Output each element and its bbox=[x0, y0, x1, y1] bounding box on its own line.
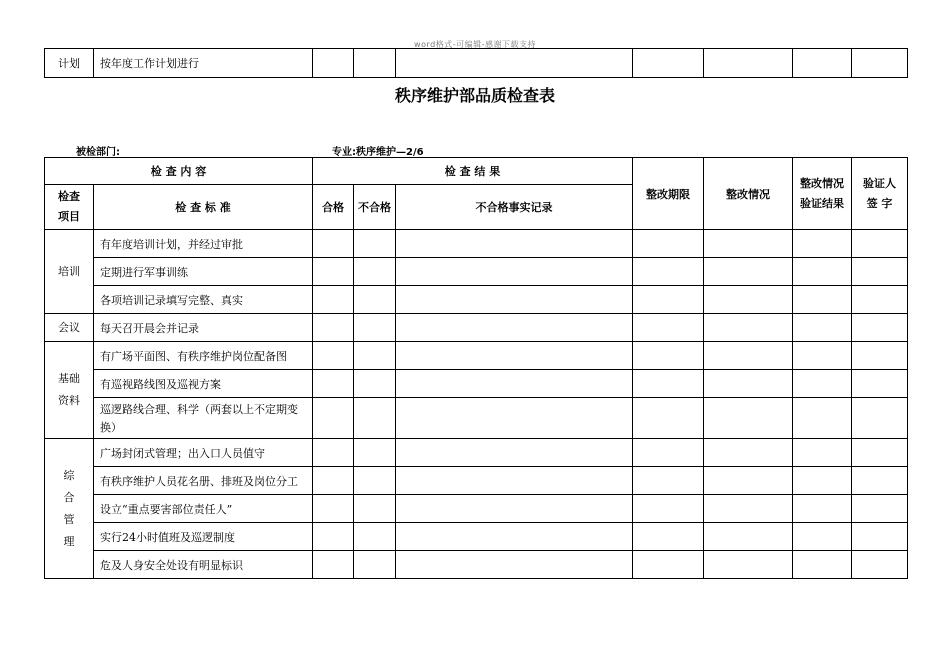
verification-result-cell[interactable] bbox=[793, 467, 852, 495]
verifier-sign-cell[interactable] bbox=[852, 286, 908, 314]
rectify-status-cell[interactable] bbox=[704, 439, 793, 467]
category-line: 基础 bbox=[58, 372, 80, 385]
criterion-cell: 危及人身安全处设有明显标识 bbox=[94, 551, 313, 579]
pass-cell[interactable] bbox=[313, 370, 354, 398]
fail-cell[interactable] bbox=[354, 230, 396, 258]
rectify-status-cell[interactable] bbox=[704, 258, 793, 286]
fail-cell[interactable] bbox=[354, 467, 396, 495]
verifier-sign-cell[interactable] bbox=[852, 342, 908, 370]
header-verifier-line1: 验证人 bbox=[863, 176, 897, 190]
rectify-status-cell[interactable] bbox=[704, 467, 793, 495]
header-item-line2: 项目 bbox=[58, 210, 80, 223]
category-cell bbox=[45, 314, 94, 342]
criterion-cell: 有年度培训计划，并经过审批 bbox=[94, 230, 313, 258]
rectify-status-cell[interactable] bbox=[704, 495, 793, 523]
rectify-deadline-cell[interactable] bbox=[633, 49, 704, 78]
page-title: 秩序维护部品质检查表 bbox=[394, 86, 555, 105]
pass-cell[interactable] bbox=[313, 286, 354, 314]
verification-result-cell[interactable] bbox=[793, 523, 852, 551]
department-label: 被检部门: bbox=[76, 147, 120, 158]
table-row bbox=[45, 258, 908, 286]
verification-result-cell[interactable] bbox=[793, 258, 852, 286]
criterion-cell: 每天召开晨会并记录 bbox=[94, 314, 313, 342]
pass-cell[interactable] bbox=[313, 49, 354, 78]
rectify-status-cell[interactable] bbox=[704, 551, 793, 579]
verifier-sign-cell[interactable] bbox=[852, 230, 908, 258]
criterion-cell: 按年度工作计划进行 bbox=[94, 49, 313, 78]
table-row bbox=[45, 495, 908, 523]
header-verifier bbox=[852, 158, 908, 230]
category-cell bbox=[45, 230, 94, 314]
verification-result-cell[interactable] bbox=[793, 342, 852, 370]
verification-result-cell[interactable] bbox=[793, 230, 852, 258]
fail-cell[interactable] bbox=[354, 49, 396, 78]
criterion-cell: 定期进行军事训练 bbox=[94, 258, 313, 286]
criterion-cell: 广场封闭式管理；出入口人员值守 bbox=[94, 439, 313, 467]
header-verification-result-line1: 整改情况 bbox=[800, 176, 845, 190]
header-item bbox=[45, 185, 94, 230]
pass-cell[interactable] bbox=[313, 314, 354, 342]
header-fail-record: 不合格事实记录 bbox=[396, 185, 633, 230]
header-fail: 不合格 bbox=[354, 185, 396, 230]
criterion-cell: 有巡视路线图及巡视方案 bbox=[94, 370, 313, 398]
pass-cell[interactable] bbox=[313, 342, 354, 370]
inspection-body bbox=[45, 230, 908, 579]
criterion-cell: 实行24小时值班及巡逻制度 bbox=[94, 523, 313, 551]
fail-cell[interactable] bbox=[354, 495, 396, 523]
pass-cell[interactable] bbox=[313, 523, 354, 551]
category-line: 培训 bbox=[58, 264, 80, 278]
header-pass: 合格 bbox=[313, 185, 354, 230]
fail-cell[interactable] bbox=[354, 314, 396, 342]
header-standard: 检 查 标 准 bbox=[94, 185, 313, 230]
rectify-deadline-cell[interactable] bbox=[633, 523, 704, 551]
fail-cell[interactable] bbox=[354, 370, 396, 398]
verifier-sign-cell[interactable] bbox=[852, 495, 908, 523]
rectify-deadline-cell[interactable] bbox=[633, 439, 704, 467]
pass-cell[interactable] bbox=[313, 398, 354, 439]
fail-record-cell[interactable] bbox=[396, 523, 633, 551]
table-row bbox=[45, 286, 908, 314]
fail-record-cell[interactable] bbox=[396, 467, 633, 495]
rectify-status-cell[interactable] bbox=[704, 342, 793, 370]
rectify-status-cell[interactable] bbox=[704, 523, 793, 551]
table-row bbox=[45, 439, 908, 467]
fail-record-cell[interactable] bbox=[396, 551, 633, 579]
fail-cell[interactable] bbox=[354, 439, 396, 467]
verifier-sign-cell[interactable] bbox=[852, 523, 908, 551]
category-cell: 计划 bbox=[45, 49, 94, 78]
table-row bbox=[45, 523, 908, 551]
verifier-sign-cell[interactable] bbox=[852, 551, 908, 579]
fail-record-cell[interactable] bbox=[396, 439, 633, 467]
rectify-status-cell[interactable] bbox=[704, 286, 793, 314]
verifier-sign-cell[interactable] bbox=[852, 467, 908, 495]
fail-record-cell[interactable] bbox=[396, 370, 633, 398]
verification-result-cell[interactable] bbox=[793, 49, 852, 78]
rectify-status-cell[interactable] bbox=[704, 398, 793, 439]
pass-cell[interactable] bbox=[313, 495, 354, 523]
verification-result-cell[interactable] bbox=[793, 495, 852, 523]
fail-cell[interactable] bbox=[354, 398, 396, 439]
verification-result-cell[interactable] bbox=[793, 314, 852, 342]
fail-record-cell[interactable] bbox=[396, 398, 633, 439]
previous-page-table bbox=[44, 48, 908, 78]
rectify-status-cell[interactable] bbox=[704, 49, 793, 78]
fail-record-cell[interactable] bbox=[396, 258, 633, 286]
rectify-status-cell[interactable] bbox=[704, 314, 793, 342]
rectify-deadline-cell[interactable] bbox=[633, 495, 704, 523]
fail-record-cell[interactable] bbox=[396, 49, 633, 78]
header-verification-result bbox=[793, 158, 852, 230]
header-inspection-result: 检 查 结 果 bbox=[313, 158, 633, 185]
pass-cell[interactable] bbox=[313, 439, 354, 467]
specialty-label: 专业:秩序维护—2/6 bbox=[332, 147, 424, 158]
fail-cell[interactable] bbox=[354, 523, 396, 551]
rectify-deadline-cell[interactable] bbox=[633, 551, 704, 579]
verification-result-cell[interactable] bbox=[793, 439, 852, 467]
category-line: 理 bbox=[63, 534, 75, 548]
table-row bbox=[45, 398, 908, 439]
document-watermark: word格式-可编辑-感谢下载支持 bbox=[414, 40, 536, 49]
inspection-table bbox=[44, 157, 908, 579]
rectify-status-cell[interactable] bbox=[704, 230, 793, 258]
category-line: 管 bbox=[63, 512, 75, 526]
category-line: 会议 bbox=[58, 320, 80, 334]
rectify-deadline-cell[interactable] bbox=[633, 467, 704, 495]
category-line: 综 bbox=[63, 468, 75, 482]
header-row-1 bbox=[45, 158, 908, 185]
criterion-cell: 各项培训记录填写完整、真实 bbox=[94, 286, 313, 314]
fail-cell[interactable] bbox=[354, 342, 396, 370]
criterion-cell: 巡逻路线合理、科学（两套以上不定期变换） bbox=[94, 398, 313, 439]
rectify-status-cell[interactable] bbox=[704, 370, 793, 398]
verifier-sign-cell[interactable] bbox=[852, 439, 908, 467]
fail-record-cell[interactable] bbox=[396, 314, 633, 342]
verification-result-cell[interactable] bbox=[793, 286, 852, 314]
verification-result-cell[interactable] bbox=[793, 370, 852, 398]
header-verifier-line2: 签 字 bbox=[866, 196, 893, 210]
header-rectify-deadline: 整改期限 bbox=[633, 158, 704, 230]
rectify-deadline-cell[interactable] bbox=[633, 314, 704, 342]
category-line: 资料 bbox=[58, 394, 80, 407]
fail-cell[interactable] bbox=[354, 286, 396, 314]
verifier-sign-cell[interactable] bbox=[852, 49, 908, 78]
rectify-deadline-cell[interactable] bbox=[633, 286, 704, 314]
fail-record-cell[interactable] bbox=[396, 230, 633, 258]
verification-result-cell[interactable] bbox=[793, 398, 852, 439]
fail-record-cell[interactable] bbox=[396, 342, 633, 370]
table-row bbox=[45, 230, 908, 258]
table-row bbox=[45, 370, 908, 398]
category-cell bbox=[45, 342, 94, 439]
criterion-cell: 设立“重点要害部位责任人” bbox=[94, 495, 313, 523]
header-rectify-status: 整改情况 bbox=[704, 158, 793, 230]
header-inspection-content: 检 查 内 容 bbox=[45, 158, 313, 185]
category-line: 合 bbox=[63, 490, 75, 504]
fail-cell[interactable] bbox=[354, 258, 396, 286]
verifier-sign-cell[interactable] bbox=[852, 370, 908, 398]
criterion-cell: 有秩序维护人员花名册、排班及岗位分工 bbox=[94, 467, 313, 495]
pass-cell[interactable] bbox=[313, 551, 354, 579]
header-verification-result-line2: 验证结果 bbox=[800, 196, 845, 210]
table-row bbox=[45, 342, 908, 370]
fail-record-cell[interactable] bbox=[396, 286, 633, 314]
rectify-deadline-cell[interactable] bbox=[633, 258, 704, 286]
fail-cell[interactable] bbox=[354, 551, 396, 579]
table-row bbox=[45, 49, 908, 78]
header-item-line1: 检查 bbox=[58, 190, 80, 203]
verifier-sign-cell[interactable] bbox=[852, 314, 908, 342]
fail-record-cell[interactable] bbox=[396, 495, 633, 523]
pass-cell[interactable] bbox=[313, 230, 354, 258]
rectify-deadline-cell[interactable] bbox=[633, 230, 704, 258]
table-row bbox=[45, 314, 908, 342]
category-cell bbox=[45, 439, 94, 579]
pass-cell[interactable] bbox=[313, 258, 354, 286]
table-row bbox=[45, 467, 908, 495]
rectify-deadline-cell[interactable] bbox=[633, 370, 704, 398]
verification-result-cell[interactable] bbox=[793, 551, 852, 579]
table-row bbox=[45, 551, 908, 579]
verifier-sign-cell[interactable] bbox=[852, 258, 908, 286]
rectify-deadline-cell[interactable] bbox=[633, 342, 704, 370]
criterion-cell: 有广场平面图、有秩序维护岗位配备图 bbox=[94, 342, 313, 370]
rectify-deadline-cell[interactable] bbox=[633, 398, 704, 439]
verifier-sign-cell[interactable] bbox=[852, 398, 908, 439]
pass-cell[interactable] bbox=[313, 467, 354, 495]
